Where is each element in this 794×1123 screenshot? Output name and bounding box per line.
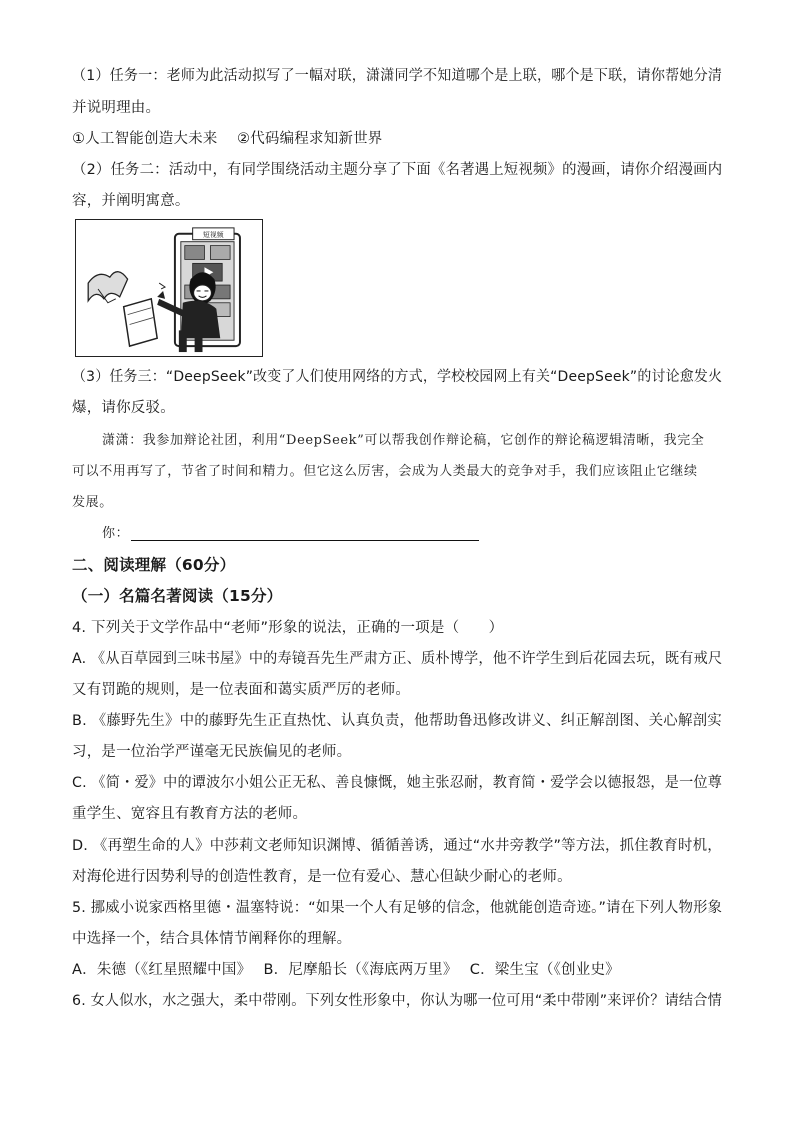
task1-line1: （1）任务一：老师为此活动拟写了一幅对联，潇潇同学不知道哪个是上联，哪个是下联，请你帮她分清 xyxy=(72,68,723,84)
question-4-option-d-line1: D. 《再塑生命的人》中莎莉文老师知识渊博、循循善诱，通过“水井旁教学”等方法，抓住教育时机， xyxy=(72,838,722,854)
question-5-options: A．朱德（《红星照耀中国》 B．尼摩船长（《海底两万里》 C．梁生宝（《创业史》 xyxy=(72,962,620,978)
task2-line2: 容，并阐明寓意。 xyxy=(72,193,190,209)
comic-illustration xyxy=(75,219,263,357)
section-title: 二、阅读理解（60分） xyxy=(72,556,236,574)
task3-quote-line3: 发展。 xyxy=(72,495,113,510)
question-4-option-b-line1: B. 《藤野先生》中的藤野先生正直热忱、认真负责，他帮助鲁迅修改讲义、纠正解剖图、关心解剖实 xyxy=(72,713,722,729)
comic-sign-text: 短视频 xyxy=(203,230,224,239)
question-4-option-b-line2: 习，是一位治学严谨毫无民族偏见的老师。 xyxy=(72,744,352,760)
task3-line1: （3）任务三：“DeepSeek”改变了人们使用网络的方式，学校校园网上有关“DeepSeek”的讨论愈发火 xyxy=(72,369,723,385)
section-subtitle: （一）名篇名著阅读（15分） xyxy=(72,587,283,605)
question-4-option-c-line2: 重学生、宽容且有教育方法的老师。 xyxy=(72,806,308,822)
question-4-stem: 4. 下列关于文学作品中“老师”形象的说法，正确的一项是（ ） xyxy=(72,620,504,636)
question-4-option-a-line2: 又有罚跪的规则，是一位表面和蔼实质严厉的老师。 xyxy=(72,682,411,698)
question-5-stem-line2: 中选择一个，结合具体情节阐释你的理解。 xyxy=(72,931,352,947)
task3-quote-line1: 潇潇：我参加辩论社团，利用“DeepSeek”可以帮我创作辩论稿，它创作的辩论稿逻辑清晰，我完全 xyxy=(102,433,705,448)
task2-line1: （2）任务二：活动中，有同学围绕活动主题分享了下面《名著遇上短视频》的漫画，请你介绍漫画内 xyxy=(72,162,723,178)
question-4-option-a-line1: A. 《从百草园到三味书屋》中的寿镜吾先生严肃方正、质朴博学，他不许学生到后花园去玩，既有戒尺 xyxy=(72,651,723,667)
question-5-stem-line1: 5. 挪威小说家西格里德・温塞特说：“如果一个人有足够的信念，他就能创造奇迹。”请在下列人物形象 xyxy=(72,900,723,916)
task1-options: ①人工智能创造大未来 ②代码编程求知新世界 xyxy=(72,131,383,147)
answer-label: 你： xyxy=(102,526,130,541)
task1-line2: 并说明理由。 xyxy=(72,100,161,116)
task3-line2: 爆，请你反驳。 xyxy=(72,400,175,416)
question-4-option-d-line2: 对海伦进行因势利导的创造性教育，是一位有爱心、慧心但缺少耐心的老师。 xyxy=(72,869,572,885)
task3-quote-line2: 可以不用再写了，节省了时间和精力。但它这么厉害，会成为人类最大的竞争对手，我们应该阻止它继续 xyxy=(72,464,698,479)
question-4-option-c-line1: C. 《简・爱》中的谭波尔小姐公正无私、善良慷慨，她主张忍耐，教育简・爱学会以德报怨，是一位尊 xyxy=(72,775,723,791)
answer-blank-line[interactable] xyxy=(131,540,479,541)
question-6-stem-line1: 6. 女人似水，水之强大，柔中带刚。下列女性形象中，你认为哪一位可用“柔中带刚”来评价？请结合情 xyxy=(72,993,722,1009)
